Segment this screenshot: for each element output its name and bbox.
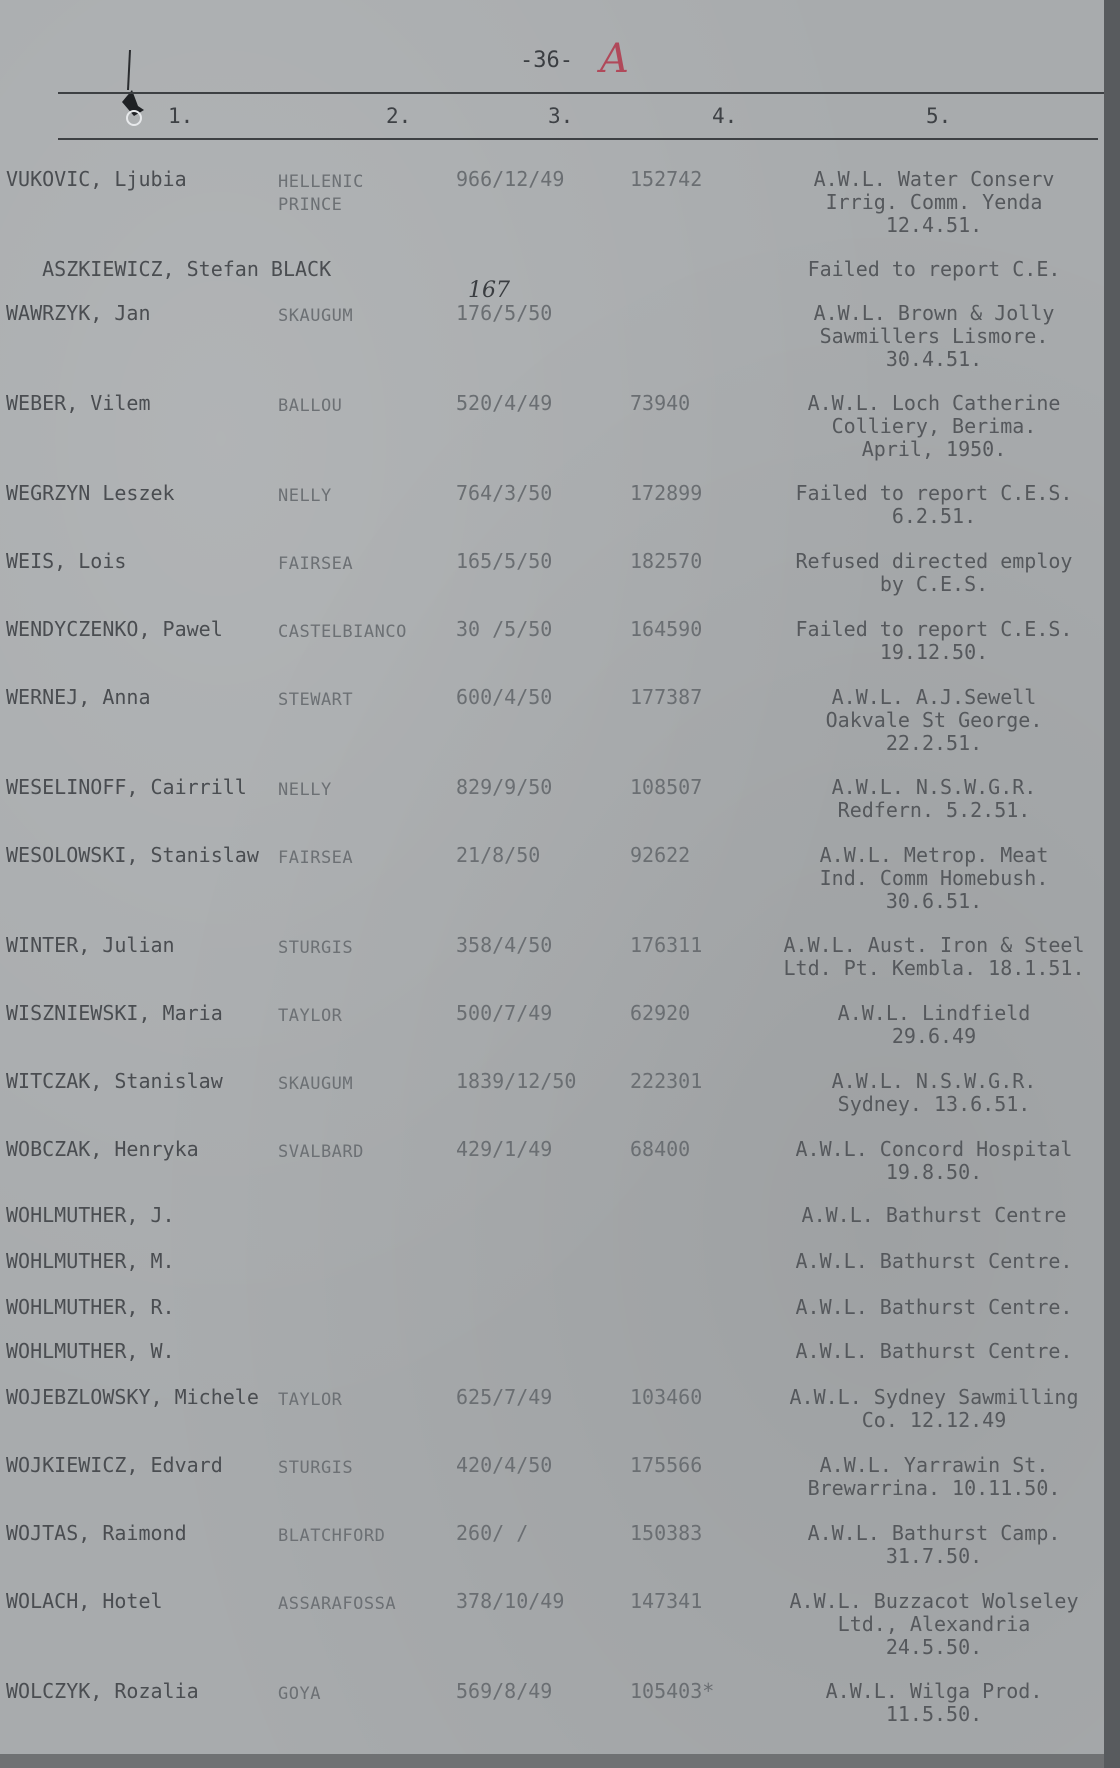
entry-name: WOJTAS, Raimond [6, 1521, 187, 1545]
entry-number: 152742 [630, 167, 703, 191]
entry-ship: SKAUGUM [278, 1074, 354, 1094]
entry-ship: NELLY [278, 486, 332, 506]
entry-number: 73940 [630, 391, 691, 415]
entry-name: WOHLMUTHER, W. [6, 1339, 175, 1363]
entry-number: 172899 [630, 481, 703, 505]
entry-name: WOHLMUTHER, R. [6, 1295, 175, 1319]
entry-reference: 420/4/50 [456, 1453, 553, 1477]
entry-remark: A.W.L. Lindfield 29.6.49 [837, 1001, 1031, 1048]
entry-name: WENDYCZENKO, Pawel [6, 617, 223, 641]
entry-remark: A.W.L. Yarrawin St. Brewarrina. 10.11.50. [807, 1453, 1061, 1500]
header-rule-bottom [58, 138, 1098, 140]
entry-reference: 569/8/49 [456, 1679, 553, 1703]
header-rule-top [58, 92, 1104, 94]
entry-remark: Failed to report C.E.S. 6.2.51. [795, 481, 1073, 528]
entry-remark: A.W.L. Brown & Jolly Sawmillers Lismore. 30.4.51. [813, 301, 1055, 371]
page-number: -36- [520, 48, 573, 73]
entry-ship: FAIRSEA [278, 848, 354, 868]
entry-name: WISZNIEWSKI, Maria [6, 1001, 223, 1025]
entry-remark: Failed to report C.E. [807, 257, 1061, 281]
entry-remark: A.W.L. Bathurst Camp. 31.7.50. [807, 1521, 1061, 1568]
entry-ship: BLATCHFORD [278, 1526, 386, 1546]
entry-name: WEGRZYN Leszek [6, 481, 175, 505]
entry-ship: TAYLOR [278, 1390, 343, 1410]
entry-ship: CASTELBIANCO [278, 622, 407, 642]
entry-reference: 520/4/49 [456, 391, 553, 415]
entry-ship: ASSARAFOSSA [278, 1594, 397, 1614]
entry-remark: A.W.L. Concord Hospital 19.8.50. [795, 1137, 1073, 1184]
column-header-3: 3. [548, 104, 574, 128]
entry-name: WITCZAK, Stanislaw [6, 1069, 223, 1093]
entry-name: ASZKIEWICZ, Stefan BLACK [6, 257, 332, 281]
entry-remark: A.W.L. Loch Catherine Colliery, Berima. April, 1950. [807, 391, 1061, 461]
entry-number: 62920 [630, 1001, 691, 1025]
sheet-edge [1104, 0, 1120, 1768]
entry-remark: A.W.L. Buzzacot Wolseley Ltd., Alexandria 24.5.50. [789, 1589, 1079, 1659]
entry-reference: 500/7/49 [456, 1001, 553, 1025]
entry-reference: 378/10/49 [456, 1589, 565, 1613]
entry-number: 176311 [630, 933, 703, 957]
entry-ship: GOYA [278, 1684, 321, 1704]
entry-ship: BALLOU [278, 396, 343, 416]
column-header-4: 4. [712, 104, 738, 128]
entry-remark: A.W.L. Bathurst Centre. [795, 1249, 1073, 1273]
entry-reference: 176/5/50 [456, 301, 553, 325]
entry-reference: 1839/12/50 [456, 1069, 577, 1093]
entry-name: WOHLMUTHER, J. [6, 1203, 175, 1227]
entry-remark: A.W.L. Sydney Sawmilling Co. 12.12.49 [789, 1385, 1079, 1432]
entry-remark: A.W.L. Water Conserv Irrig. Comm. Yenda 12.4.51. [813, 167, 1055, 237]
entry-ship: TAYLOR [278, 1006, 343, 1026]
entry-remark: Refused directed employ by C.E.S. [795, 549, 1073, 596]
entry-number: 147341 [630, 1589, 703, 1613]
entry-reference: 600/4/50 [456, 685, 553, 709]
entry-reference: 260/ / [456, 1521, 529, 1545]
entry-name: WOJEBZLOWSKY, Michele [6, 1385, 259, 1409]
entry-reference: 21/8/50 [456, 843, 541, 867]
entry-name: WESELINOFF, Cairrill [6, 775, 247, 799]
entry-number: 105403* [630, 1679, 715, 1703]
entry-reference: 358/4/50 [456, 933, 553, 957]
entry-remark: A.W.L. Wilga Prod. 11.5.50. [825, 1679, 1043, 1726]
entry-name: VUKOVIC, Ljubia [6, 167, 187, 191]
entry-name: WESOLOWSKI, Stanislaw [6, 843, 259, 867]
entry-number: 150383 [630, 1521, 703, 1545]
entry-name: WOLACH, Hotel [6, 1589, 163, 1613]
entry-remark: A.W.L. Bathurst Centre. [795, 1339, 1073, 1363]
entry-number: 182570 [630, 549, 703, 573]
entry-name: WAWRZYK, Jan [6, 301, 151, 325]
column-header-5: 5. [926, 104, 952, 128]
entry-reference: 966/12/49 [456, 167, 565, 191]
entry-reference: 764/3/50 [456, 481, 553, 505]
entry-name: WINTER, Julian [6, 933, 175, 957]
entry-name: WOLCZYK, Rozalia [6, 1679, 199, 1703]
entry-number: 103460 [630, 1385, 703, 1409]
entry-reference: 429/1/49 [456, 1137, 553, 1161]
entry-remark: A.W.L. A.J.Sewell Oakvale St George. 22.2.51. [825, 685, 1043, 755]
entry-name: WEIS, Lois [6, 549, 127, 573]
entry-name: WOHLMUTHER, M. [6, 1249, 175, 1273]
entry-reference: 30 /5/50 [456, 617, 553, 641]
entry-reference: 829/9/50 [456, 775, 553, 799]
entry-number: 92622 [630, 843, 691, 867]
entry-number: 175566 [630, 1453, 703, 1477]
column-header-1: 1. [168, 104, 194, 128]
entry-ship: NELLY [278, 780, 332, 800]
column-header-2: 2. [386, 104, 412, 128]
page-mark: A [600, 36, 629, 82]
entry-remark: A.W.L. Bathurst Centre [801, 1203, 1067, 1227]
entry-name: WOBCZAK, Henryka [6, 1137, 199, 1161]
entry-ship: STURGIS [278, 938, 354, 958]
entry-name: WERNEJ, Anna [6, 685, 151, 709]
entry-number: 222301 [630, 1069, 703, 1093]
entry-reference: 625/7/49 [456, 1385, 553, 1409]
entry-ship: STEWART [278, 690, 354, 710]
entry-remark: A.W.L. N.S.W.G.R. Sydney. 13.6.51. [831, 1069, 1037, 1116]
entry-name: WOJKIEWICZ, Edvard [6, 1453, 223, 1477]
handwritten-correction: 167 [468, 278, 510, 303]
entry-ship: SKAUGUM [278, 306, 354, 326]
entry-number: 108507 [630, 775, 703, 799]
entry-number: 177387 [630, 685, 703, 709]
entry-remark: Failed to report C.E.S. 19.12.50. [795, 617, 1073, 664]
entry-reference: 165/5/50 [456, 549, 553, 573]
entry-remark: A.W.L. Bathurst Centre. [795, 1295, 1073, 1319]
entry-remark: A.W.L. Aust. Iron & Steel Ltd. Pt. Kembla. 18.1.51. [783, 933, 1085, 980]
entry-remark: A.W.L. Metrop. Meat Ind. Comm Homebush. 30.6.51. [819, 843, 1049, 913]
entry-ship: STURGIS [278, 1458, 354, 1478]
entry-remark: A.W.L. N.S.W.G.R. Redfern. 5.2.51. [831, 775, 1037, 822]
entry-ship: HELLENIC PRINCE [278, 172, 364, 215]
entry-name: WEBER, Vilem [6, 391, 151, 415]
entry-number: 68400 [630, 1137, 691, 1161]
entry-ship: FAIRSEA [278, 554, 354, 574]
entry-number: 164590 [630, 617, 703, 641]
entry-ship: SVALBARD [278, 1142, 364, 1162]
pin-mark-icon [118, 50, 148, 130]
